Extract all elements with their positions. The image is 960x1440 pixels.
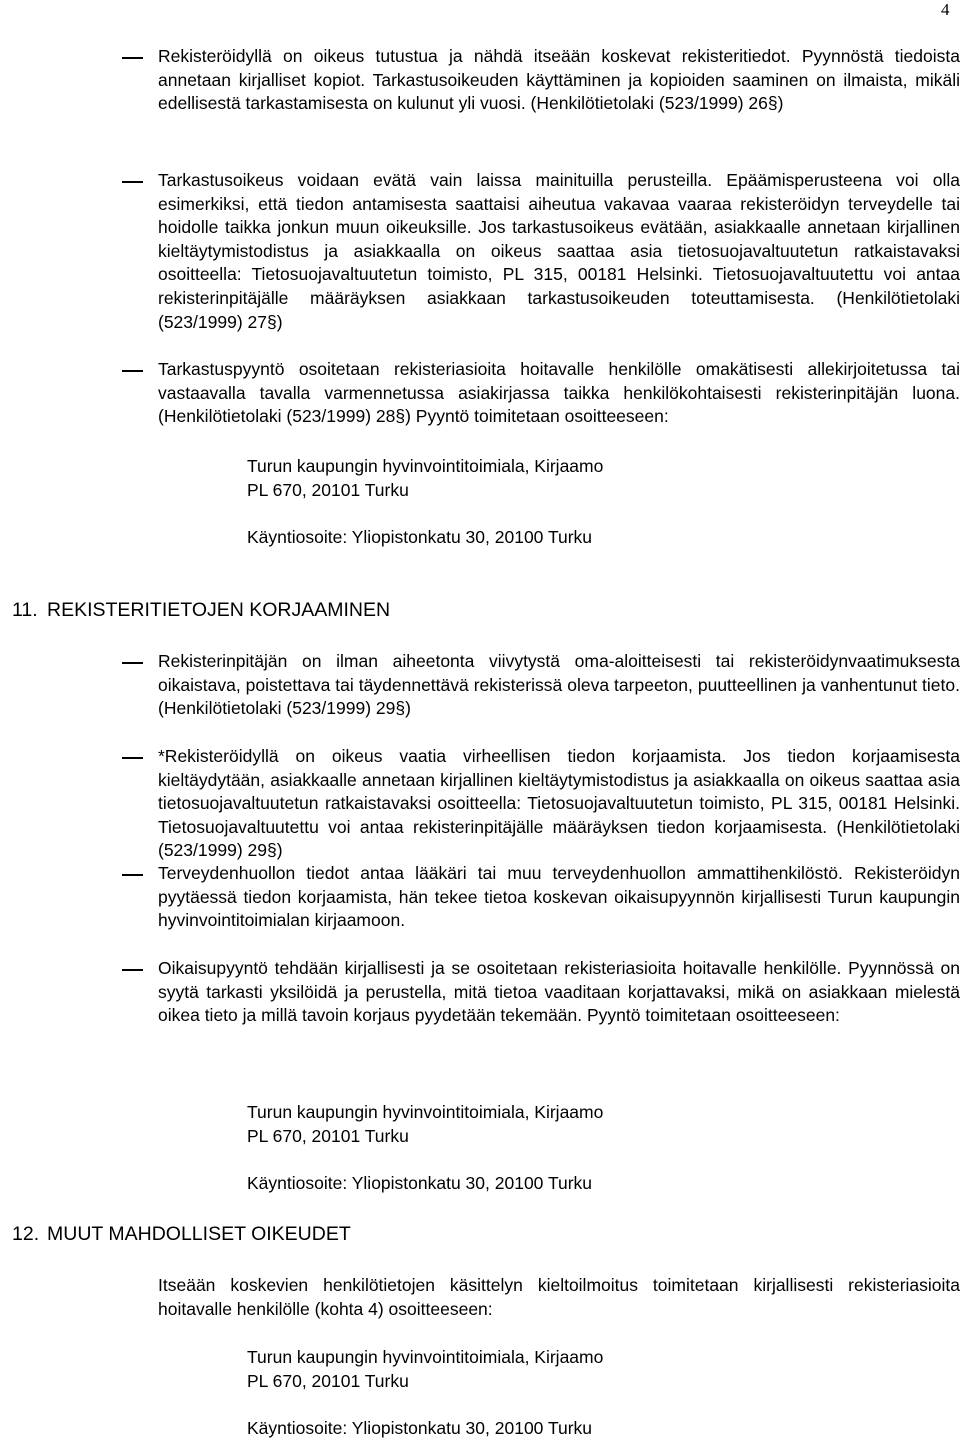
- section-number: 11.: [12, 599, 38, 621]
- list-item-text: Rekisteröidyllä on oikeus tutustua ja nähdä itseään koskevat rekisteritiedot. Pyynnöstä tiedoista annetaan kirjalliset kopiot. Tarkastusoikeuden käyttäminen ja kopioiden saaminen on ilmaista, mikäli edellisestä tarkastamisesta on kulunut yli vuosi. (Henkilötietolaki (523/1999) 26§): [158, 46, 960, 114]
- address-line: Turun kaupungin hyvinvointitoimiala, Kirjaamo: [247, 1347, 604, 1367]
- list-item-text: Oikaisupyyntö tehdään kirjallisesti ja se osoitetaan rekisteriasioita hoitavalle henkilölle. Pyynnössä on syytä tarkasti yksilöidä ja perustella, mitä tietoa vaaditaan korjattavaksi, mikä on asiakkaan mielestä oikea tieto ja millä tavoin korjaus pyydetään tekemään. Pyyntö toimitetaan osoitteeseen:: [158, 958, 960, 1026]
- section-title: MUUT MAHDOLLISET OIKEUDET: [47, 1223, 351, 1245]
- dash-bullet: [122, 874, 143, 876]
- section-heading: [12, 598, 390, 622]
- address-line: Käyntiosoite: Yliopistonkatu 30, 20100 Turku: [247, 1172, 593, 1193]
- list-item-text: Terveydenhuollon tiedot antaa lääkäri tai muu terveydenhuollon ammattihenkilöstö. Rekisteröidyn pyytäessä tiedon korjaamista, hän tekee tietoa koskevan oikaisupyynnön kirjallisesti Turun kaupungin hyvinvointitoimialan kirjaamoon.: [158, 863, 960, 931]
- list-item-text: Rekisterinpitäjän on ilman aiheetonta viivytystä oma-aloitteisesti tai rekisteröidynvaatimuksesta oikaistava, poistettava tai täydennettävä rekisterissä oleva tarpeeton, puutteellinen ja vanhentunut tieto. (Henkilötietolaki (523/1999) 29§): [158, 651, 960, 719]
- address-block: [247, 455, 603, 549]
- address-line: Turun kaupungin hyvinvointitoimiala, Kirjaamo: [247, 1102, 604, 1122]
- dash-bullet: [122, 57, 143, 59]
- section-number: 12.: [12, 1223, 40, 1245]
- dash-bullet: [122, 757, 143, 759]
- address-line: PL 670, 20101 Turku: [247, 1125, 409, 1146]
- address-block: [247, 1101, 603, 1195]
- address-line: PL 670, 20101 Turku: [247, 479, 409, 500]
- address-line: Käyntiosoite: Yliopistonkatu 30, 20100 Turku: [247, 1417, 593, 1438]
- list-item-text: *Rekisteröidyllä on oikeus vaatia virheellisen tiedon korjaamista. Jos tiedon korjaamisesta kieltäydytään, asiakkaalle annetaan kirjallinen kieltäytymistodistus ja asiakkaalla on oikeus saattaa asia tietosuojavaltuutetun ratkaistavaksi osoitteella: Tietosuojavaltuutetun toimisto, PL 315, 00181 Helsinki. Tietosuojavaltuutettu voi antaa rekisterinpitäjälle määräyksen tiedon korjaamisesta. (Henkilötietolaki (523/1999) 29§): [158, 746, 960, 861]
- address-line: PL 670, 20101 Turku: [247, 1370, 409, 1391]
- dash-bullet: [122, 370, 143, 372]
- section-title: REKISTERITIETOJEN KORJAAMINEN: [47, 599, 391, 621]
- list-item-text: Tarkastuspyyntö osoitetaan rekisteriasioita hoitavalle henkilölle omakätisesti allekirjoitetussa tai vastaavalla tavalla varmennetussa asiakirjassa taikka henkilökohtaisesti rekisterinpitäjän luona. (Henkilötietolaki (523/1999) 28§) Pyyntö toimitetaan osoitteeseen:: [158, 359, 960, 427]
- address-block: [247, 1346, 603, 1440]
- dash-bullet: [122, 662, 143, 664]
- list-item-text: Tarkastusoikeus voidaan evätä vain laissa mainituilla perusteilla. Epäämisperusteena voi olla esimerkiksi, että tiedon antamisesta saattaisi aiheutua vakavaa vaaraa rekisteröidyn terveydelle tai hoidolle taikka jonkun muun oikeuksille. Jos tarkastusoikeus evätään, asiakkaalle annetaan kirjallinen kieltäytymistodistus ja asiakkaalla on oikeus saattaa asia tietosuojavaltuutetun ratkaistavaksi osoitteella: Tietosuojavaltuutetun toimisto, PL 315, 00181 Helsinki. Tietosuojavaltuutettu voi antaa rekisterinpitäjälle määräyksen asiakkaan tarkastusoikeuden toteuttamisesta. (Henkilötietolaki (523/1999) 27§): [158, 170, 960, 332]
- address-line: Turun kaupungin hyvinvointitoimiala, Kirjaamo: [247, 456, 604, 476]
- address-line: Käyntiosoite: Yliopistonkatu 30, 20100 Turku: [247, 526, 593, 547]
- section-heading: [12, 1222, 351, 1246]
- paragraph: Itseään koskevien henkilötietojen käsittelyn kieltoilmoitus toimitetaan kirjallisesti rekisteriasioita hoitavalle henkilölle (kohta 4) osoitteeseen:: [158, 1275, 960, 1319]
- page-number: 4: [941, 0, 950, 19]
- dash-bullet: [122, 181, 143, 183]
- dash-bullet: [122, 969, 143, 971]
